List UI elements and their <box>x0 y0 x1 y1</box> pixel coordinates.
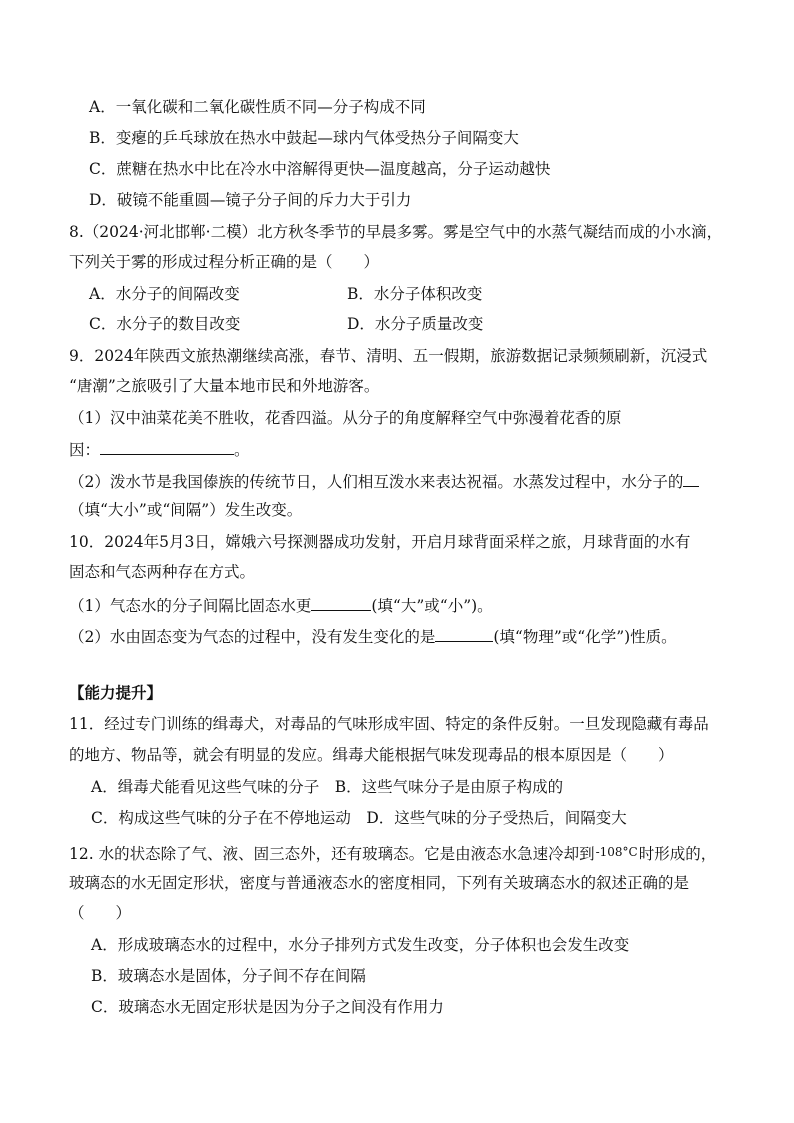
q7-option-d: D．破镜不能重圆—镜子分子间的斥力大于引力 <box>89 191 412 209</box>
q8-option-c: C．水分子的数目改变 <box>89 315 241 333</box>
q12-option-b: B．玻璃态水是固体，分子间不存在间隔 <box>91 967 366 985</box>
q10-part1 <box>69 594 493 616</box>
q10-part2 <box>69 625 677 647</box>
q9-part1-answer-blank[interactable] <box>100 438 234 455</box>
q12-option-a: A．形成玻璃态水的过程中，水分子排列方式发生改变，分子体积也会发生改变 <box>91 936 630 954</box>
section-heading: 【能力提升】 <box>69 683 163 702</box>
q7-option-b: B．变瘪的乒乓球放在热水中鼓起—球内气体受热分子间隔变大 <box>89 129 519 147</box>
q9-part1-line2 <box>69 438 250 460</box>
q12-stem-text: 12. 水的状态除了气、液、固三态外，还有玻璃态。它是由液态水急速冷却到 <box>69 845 595 863</box>
q10-part2-suffix: (填“物理”或“化学”)性质。 <box>493 628 677 646</box>
q11-stem-line2: 的地方、物品等，就会有明显的发应。缉毒犬能根据气味发现毒品的根本原因是（ ） <box>69 746 674 764</box>
q10-part1-prefix: （1）气态水的分子间隔比固态水更 <box>69 597 312 615</box>
q9-stem-line1: 9．2024年陕西文旅热潮继续高涨，春节、清明、五一假期，旅游数据记录频频刷新，沉浸式 <box>69 347 708 365</box>
q7-option-a: A．一氧化碳和二氧化碳性质不同—分子构成不同 <box>89 98 426 116</box>
q9-part2-answer-blank[interactable] <box>683 470 699 487</box>
q10-part1-answer-blank[interactable] <box>311 594 371 611</box>
q12-temperature: -108°C <box>595 845 638 859</box>
q10-part2-answer-blank[interactable] <box>435 625 493 642</box>
q12-option-c: C．玻璃态水无固定形状是因为分子之间没有作用力 <box>91 998 444 1016</box>
q9-part1-suffix: 。 <box>234 441 250 459</box>
q10-stem-line2: 固态和气态两种存在方式。 <box>69 563 256 581</box>
q8-option-d: D．水分子质量改变 <box>347 315 484 333</box>
q8-option-a: A．水分子的间隔改变 <box>89 285 240 303</box>
q9-stem-line2: “唐潮”之旅吸引了大量本地市民和外地游客。 <box>69 377 380 395</box>
q8-stem-line2: 下列关于雾的形成过程分析正确的是（ ） <box>69 253 380 271</box>
q8-option-b: B．水分子体积改变 <box>347 285 483 303</box>
q9-part2-line1 <box>69 470 699 492</box>
q12-stem-suffix: 时形成的， <box>638 845 717 863</box>
q10-part2-prefix: （2）水由固态变为气态的过程中，没有发生变化的是 <box>69 628 436 646</box>
q9-part1-line1: （1）汉中油菜花美不胜收，花香四溢。从分子的角度解释空气中弥漫着花香的原 <box>69 409 622 427</box>
q10-part1-suffix: (填“大”或“小”)。 <box>371 597 493 615</box>
q11-options-ab: A．缉毒犬能看见这些气味的分子 B．这些气味分子是由原子构成的 <box>91 778 564 796</box>
q8-stem-line1: 8.（2024·河北邯郸·二模）北方秋冬季节的早晨多雾。雾是空气中的水蒸气凝结而成的小水滴， <box>69 223 723 241</box>
q12-stem-line1 <box>69 842 716 864</box>
q12-stem-line2: 玻璃态的水无固定形状，密度与普通液态水的密度相同，下列有关玻璃态水的叙述正确的是 <box>69 874 690 892</box>
q11-options-cd: C．构成这些气味的分子在不停地运动 D．这些气味的分子受热后，间隔变大 <box>91 809 627 827</box>
q11-stem-line1: 11．经过专门训练的缉毒犬，对毒品的气味形成牢固、特定的条件反射。一旦发现隐藏有毒品 <box>69 715 709 733</box>
q9-part2-line2: （填“大小”或“间隔”）发生改变。 <box>69 501 303 519</box>
q10-stem-line1: 10．2024年5月3日，嫦娥六号探测器成功发射，开启月球背面采样之旅，月球背面的水有 <box>69 533 691 551</box>
q9-part1-prefix: 因： <box>69 441 101 459</box>
q7-option-c: C．蔗糖在热水中比在冷水中溶解得更快—温度越高，分子运动越快 <box>89 160 551 178</box>
q12-stem-line3: （ ） <box>69 904 132 922</box>
q9-part2-text: （2）泼水节是我国傣族的传统节日，人们相互泼水来表达祝福。水蒸发过程中，水分子的 <box>69 473 684 491</box>
